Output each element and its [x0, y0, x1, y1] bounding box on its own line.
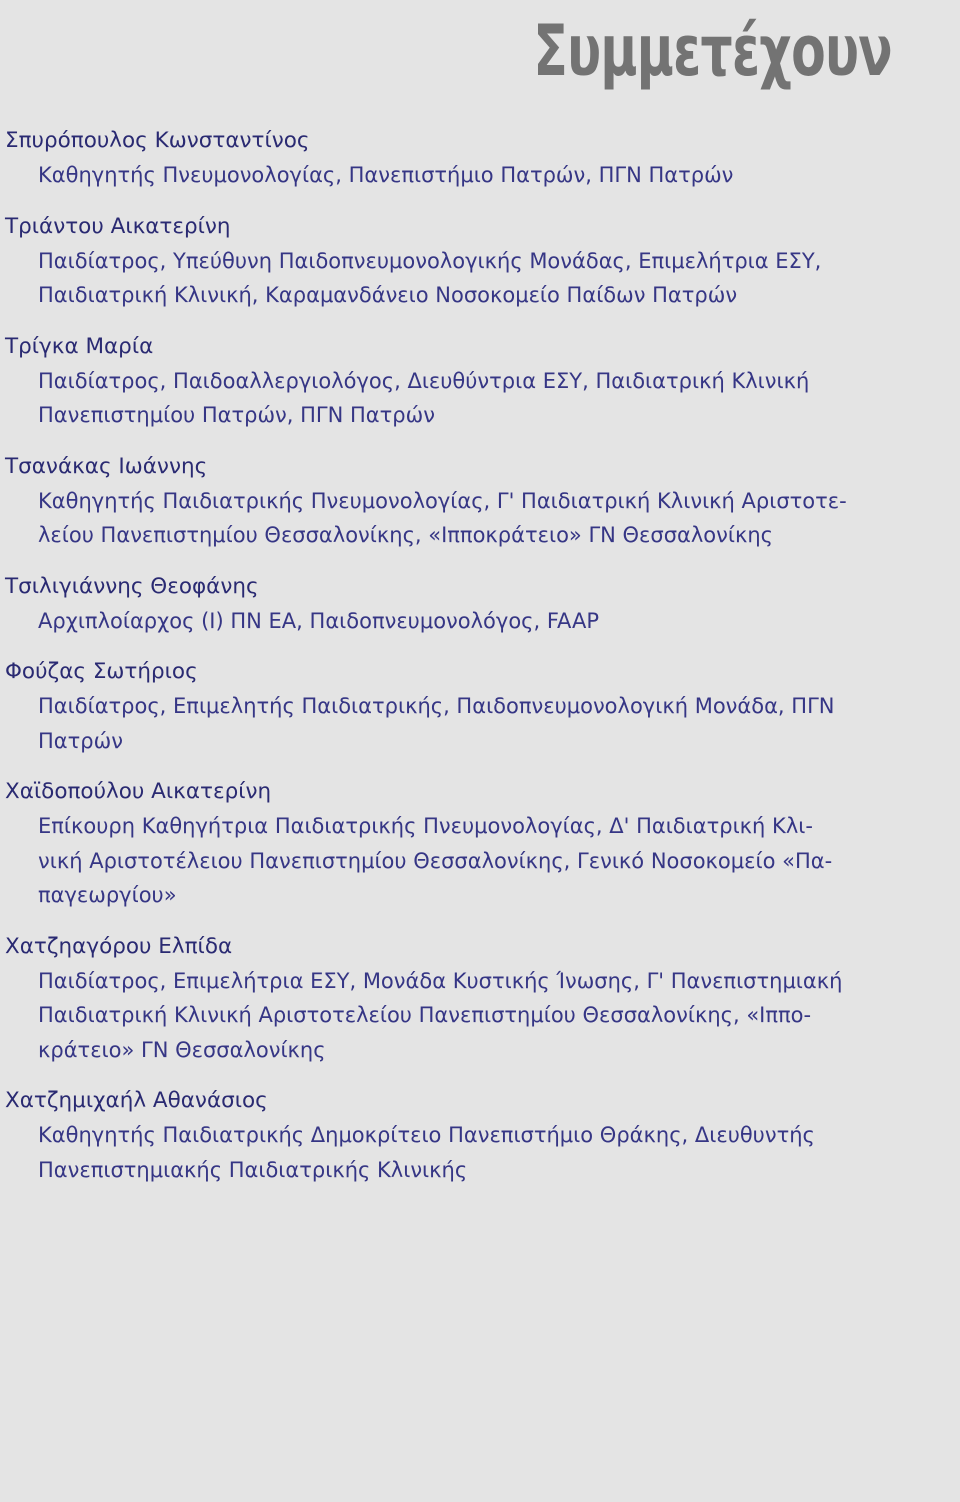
participant-affiliation: [38, 484, 905, 553]
affiliation-line: Παιδιατρική Κλινική Αριστοτελείου Πανεπιστημίου Θεσσαλονίκης, «Ιππο-: [38, 1003, 812, 1027]
affiliation-line: Επίκουρη Καθηγήτρια Παιδιατρικής Πνευμονολογίας, Δ' Παιδιατρική Κλι-: [38, 814, 813, 838]
participant-affiliation: [38, 689, 905, 758]
participant-entry: [5, 570, 905, 639]
affiliation-line: λείου Πανεπιστημίου Θεσσαλονίκης, «Ιπποκράτειο» ΓΝ Θεσσαλονίκης: [38, 523, 773, 547]
participant-entry: [5, 930, 905, 1068]
page-title: Συμμετέχουν: [533, 10, 892, 92]
participant-affiliation: [38, 244, 905, 313]
affiliation-line: Καθηγητής Παιδιατρικής Πνευμονολογίας, Γ' Παιδιατρική Κλινική Αριστοτε-: [38, 488, 847, 513]
participant-affiliation: [38, 604, 905, 639]
participant-affiliation: [38, 158, 905, 193]
affiliation-line: Παιδιατρική Κλινική, Καραμανδάνειο Νοσοκομείο Παίδων Πατρών: [38, 283, 738, 307]
affiliation-line: νική Αριστοτέλειου Πανεπιστημίου Θεσσαλονίκης, Γενικό Νοσοκομείο «Πα-: [38, 848, 833, 873]
participant-name: Χατζημιχαήλ Αθανάσιος: [5, 1088, 268, 1113]
affiliation-line: Πανεπιστημίου Πατρών, ΠΓΝ Πατρών: [38, 403, 435, 427]
participant-name: Χαϊδοπούλου Αικατερίνη: [5, 779, 272, 804]
participant-name: Φούζας Σωτήριος: [5, 659, 198, 684]
participant-name: Τσιλιγιάννης Θεοφάνης: [5, 573, 259, 599]
affiliation-line: Αρχιπλοίαρχος (Ι) ΠΝ ΕΑ, Παιδοπνευμονολόγος, FAAP: [38, 608, 599, 633]
participant-name: Τρίγκα Μαρία: [5, 333, 154, 359]
affiliation-line: Καθηγητής Παιδιατρικής Δημοκρίτειο Πανεπιστήμιο Θράκης, Διευθυντής: [38, 1123, 815, 1147]
participant-entry: [5, 775, 905, 913]
participant-name: Σπυρόπουλος Κωνσταντίνος: [5, 128, 310, 153]
participant-name: Χατζηαγόρου Ελπίδα: [5, 933, 233, 959]
participant-affiliation: [38, 964, 905, 1068]
participant-list: [5, 124, 905, 1204]
affiliation-line: Παιδίατρος, Παιδοαλλεργιολόγος, Διευθύντρια ΕΣΥ, Παιδιατρική Κλινική: [38, 368, 810, 393]
participant-entry: [5, 124, 905, 193]
participant-entry: [5, 1084, 905, 1187]
participant-name: Τριάντου Αικατερίνη: [5, 213, 231, 239]
affiliation-line: Παιδίατρος, Επιμελητής Παιδιατρικής, Παιδοπνευμονολογική Μονάδα, ΠΓΝ: [38, 694, 835, 718]
affiliation-line: κράτειο» ΓΝ Θεσσαλονίκης: [38, 1037, 326, 1062]
participant-affiliation: [38, 809, 905, 913]
affiliation-line: Παιδίατρος, Υπεύθυνη Παιδοπνευμονολογικής Μονάδας, Επιμελήτρια ΕΣΥ,: [38, 248, 822, 273]
participant-affiliation: [38, 364, 905, 433]
participant-entry: [5, 330, 905, 433]
affiliation-line: Καθηγητής Πνευμονολογίας, Πανεπιστήμιο Πατρών, ΠΓΝ Πατρών: [38, 163, 734, 187]
participant-entry: [5, 655, 905, 758]
affiliation-line: Πανεπιστημιακής Παιδιατρικής Κλινικής: [38, 1157, 468, 1182]
affiliation-line: παγεωργίου»: [38, 883, 177, 907]
affiliation-line: Πατρών: [38, 728, 123, 753]
participant-affiliation: [38, 1118, 905, 1187]
participant-name: Τσανάκας Ιωάννης: [5, 453, 208, 479]
affiliation-line: Παιδίατρος, Επιμελήτρια ΕΣΥ, Μονάδα Κυστικής Ίνωσης, Γ' Πανεπιστημιακή: [38, 968, 843, 993]
participant-entry: [5, 210, 905, 313]
participant-entry: [5, 450, 905, 553]
